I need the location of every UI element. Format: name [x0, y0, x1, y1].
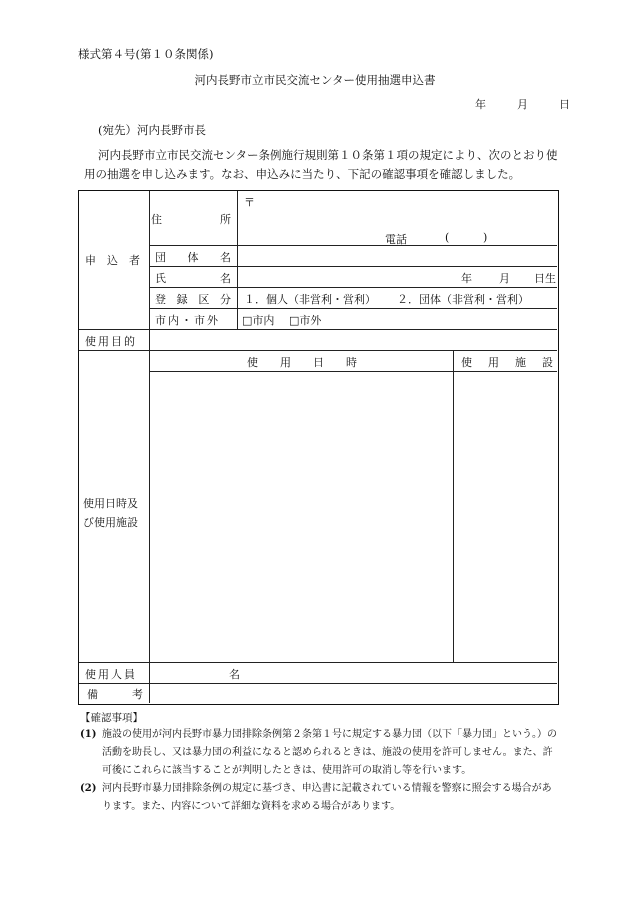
page-title: 河内長野市立市民交流センター使用抽選申込書 — [194, 73, 436, 87]
addressee: (宛先）河内長野市長 — [98, 123, 206, 137]
label-column-divider — [149, 191, 150, 703]
usage-datetime-header: 使 用 日 時 — [247, 356, 357, 369]
applicant-label: 申 込 者 — [85, 254, 140, 267]
registration-option-individual[interactable]: １．個人（非営利・営利） — [244, 293, 376, 306]
application-date — [475, 96, 570, 112]
phone-close-paren: ) — [483, 231, 488, 244]
note-text: 施設の使用が河内長野市暴力団排除条例第２条第１号に規定する暴力団（以下「暴力団」という。）の活動を助長し、又は暴力団の利益になると認められるときは、施設の使用を許可しません。また、許可後にこれらに該当することが判明したときは、使用許可の取消し等を行います。 — [102, 729, 557, 776]
name-label: 氏 名 — [155, 272, 231, 285]
address-field[interactable] — [244, 215, 544, 241]
postal-code-mark: 〒 — [244, 196, 255, 209]
date-year: 年 — [475, 98, 486, 111]
note-item-1 — [80, 726, 560, 780]
residency-label: 市内・市外 — [155, 314, 220, 327]
residency-option-inside[interactable]: □市内 — [242, 314, 275, 327]
registration-option-group[interactable]: ２．団体（非営利・営利） — [397, 293, 529, 306]
users-count-field[interactable] — [151, 665, 231, 682]
facility-header: 使 用 施 設 — [461, 356, 553, 369]
residency-option-outside[interactable]: □市外 — [289, 314, 322, 327]
users-label: 使用人員 — [85, 668, 137, 681]
organization-label: 団 体 名 — [155, 251, 231, 264]
birth-day-label: 日生 — [534, 272, 556, 285]
date-month: 月 — [517, 98, 528, 111]
remarks-field[interactable] — [151, 685, 553, 701]
organization-field[interactable] — [241, 248, 551, 265]
usage-datetime-field[interactable] — [151, 373, 451, 660]
purpose-label: 使用目的 — [85, 335, 137, 348]
datetime-facility-label: 使用日時及 び使用施設 — [83, 497, 138, 529]
form-number: 様式第４号(第１０条関係) — [78, 47, 214, 61]
note-item-2 — [80, 780, 560, 816]
name-field[interactable] — [241, 269, 451, 286]
application-table — [78, 190, 559, 705]
note-number: (2) — [80, 783, 97, 794]
intro-text — [84, 146, 564, 184]
purpose-field[interactable] — [151, 332, 553, 349]
users-unit: 名 — [229, 668, 240, 681]
intro-paragraph: 河内長野市立市民交流センター条例施行規則第１０条第１項の規定により、次のとおり使用の抽選を申し込みます。なお、申込みに当たり、下記の確認事項を確認しました。 — [84, 148, 558, 181]
birth-year-label: 年 — [461, 272, 472, 285]
registration-label: 登 録 区 分 — [155, 293, 231, 306]
address-label: 住 所 — [151, 213, 231, 226]
note-number: (1) — [80, 729, 97, 740]
birth-month-label: 月 — [499, 272, 510, 285]
phone-open-paren: ( — [445, 231, 450, 244]
facility-field[interactable] — [455, 373, 553, 660]
notes-heading: 【確認事項】 — [80, 712, 143, 724]
phone-label: 電話 — [385, 233, 407, 246]
facility-column-divider — [453, 351, 454, 662]
remarks-label: 備 考 — [87, 688, 143, 701]
date-day: 日 — [559, 98, 570, 111]
note-text: 河内長野市暴力団排除条例の規定に基づき、申込書に記載されている情報を警察に照会する場合があります。また、内容について詳細な資料を求める場合があります。 — [102, 783, 552, 812]
